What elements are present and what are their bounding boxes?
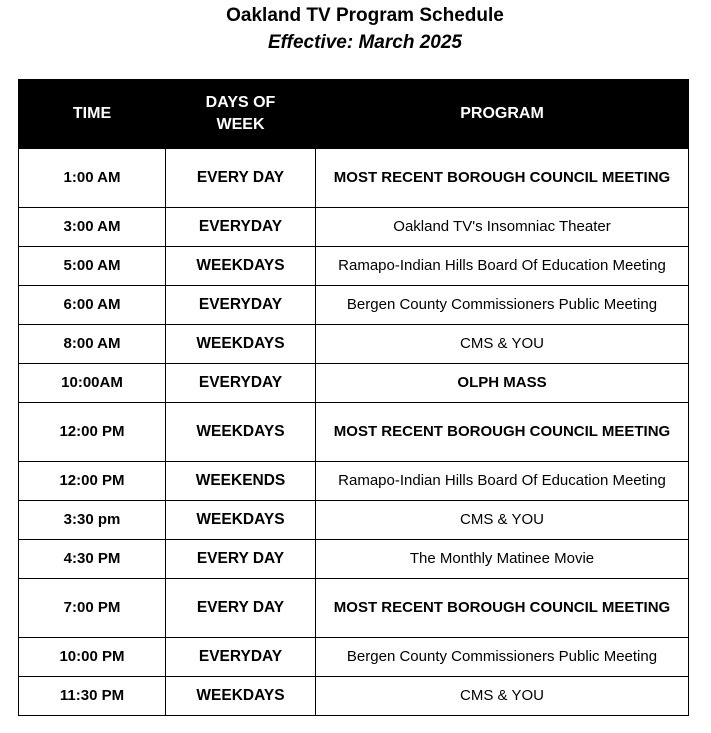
time-cell: 12:00 PM bbox=[19, 403, 166, 462]
days-cell: WEEKDAYS bbox=[166, 677, 316, 716]
program-cell: OLPH MASS bbox=[316, 364, 689, 403]
table-row bbox=[19, 149, 689, 208]
program-cell: CMS & YOU bbox=[316, 677, 689, 716]
time-cell: 1:00 AM bbox=[19, 149, 166, 208]
days-cell: EVERY DAY bbox=[166, 540, 316, 579]
table-row bbox=[19, 325, 689, 364]
time-cell: 5:00 AM bbox=[19, 247, 166, 286]
days-cell: WEEKENDS bbox=[166, 462, 316, 501]
time-cell: 6:00 AM bbox=[19, 286, 166, 325]
page-subtitle: Effective: March 2025 bbox=[268, 32, 462, 53]
table-header-row bbox=[19, 80, 689, 149]
days-cell: WEEKDAYS bbox=[166, 247, 316, 286]
program-cell: MOST RECENT BOROUGH COUNCIL MEETING bbox=[316, 403, 689, 462]
days-cell: WEEKDAYS bbox=[166, 501, 316, 540]
table-row bbox=[19, 677, 689, 716]
time-cell: 7:00 PM bbox=[19, 579, 166, 638]
table-row bbox=[19, 638, 689, 677]
days-cell: EVERYDAY bbox=[166, 286, 316, 325]
time-cell: 4:30 PM bbox=[19, 540, 166, 579]
days-cell: EVERYDAY bbox=[166, 638, 316, 677]
table-row bbox=[19, 579, 689, 638]
program-cell: MOST RECENT BOROUGH COUNCIL MEETING bbox=[316, 149, 689, 208]
program-cell: The Monthly Matinee Movie bbox=[316, 540, 689, 579]
table-row bbox=[19, 247, 689, 286]
page-title: Oakland TV Program Schedule bbox=[226, 5, 504, 26]
time-cell: 12:00 PM bbox=[19, 462, 166, 501]
table-row bbox=[19, 286, 689, 325]
table-row bbox=[19, 501, 689, 540]
program-cell: Bergen County Commissioners Public Meeting bbox=[316, 286, 689, 325]
table-row bbox=[19, 540, 689, 579]
time-cell: 10:00 PM bbox=[19, 638, 166, 677]
days-cell: WEEKDAYS bbox=[166, 325, 316, 364]
time-cell: 3:00 AM bbox=[19, 208, 166, 247]
days-cell: EVERYDAY bbox=[166, 364, 316, 403]
days-cell: EVERY DAY bbox=[166, 579, 316, 638]
column-header-days-line1: DAYS OF bbox=[205, 94, 276, 111]
program-cell: CMS & YOU bbox=[316, 501, 689, 540]
time-cell: 3:30 pm bbox=[19, 501, 166, 540]
column-header-program: PROGRAM bbox=[316, 80, 689, 149]
column-header-days bbox=[166, 80, 316, 149]
days-cell: WEEKDAYS bbox=[166, 403, 316, 462]
schedule-table bbox=[18, 79, 689, 716]
program-cell: MOST RECENT BOROUGH COUNCIL MEETING bbox=[316, 579, 689, 638]
program-cell: Ramapo-Indian Hills Board Of Education Meeting bbox=[316, 247, 689, 286]
table-row bbox=[19, 364, 689, 403]
time-cell: 10:00AM bbox=[19, 364, 166, 403]
program-cell: Oakland TV's Insomniac Theater bbox=[316, 208, 689, 247]
time-cell: 11:30 PM bbox=[19, 677, 166, 716]
days-cell: EVERY DAY bbox=[166, 149, 316, 208]
column-header-days-line2: WEEK bbox=[216, 116, 265, 133]
time-cell: 8:00 AM bbox=[19, 325, 166, 364]
column-header-time: TIME bbox=[19, 80, 166, 149]
table-row bbox=[19, 208, 689, 247]
table-row bbox=[19, 462, 689, 501]
program-cell: Ramapo-Indian Hills Board Of Education Meeting bbox=[316, 462, 689, 501]
table-row bbox=[19, 403, 689, 462]
days-cell: EVERYDAY bbox=[166, 208, 316, 247]
program-cell: Bergen County Commissioners Public Meeting bbox=[316, 638, 689, 677]
program-cell: CMS & YOU bbox=[316, 325, 689, 364]
